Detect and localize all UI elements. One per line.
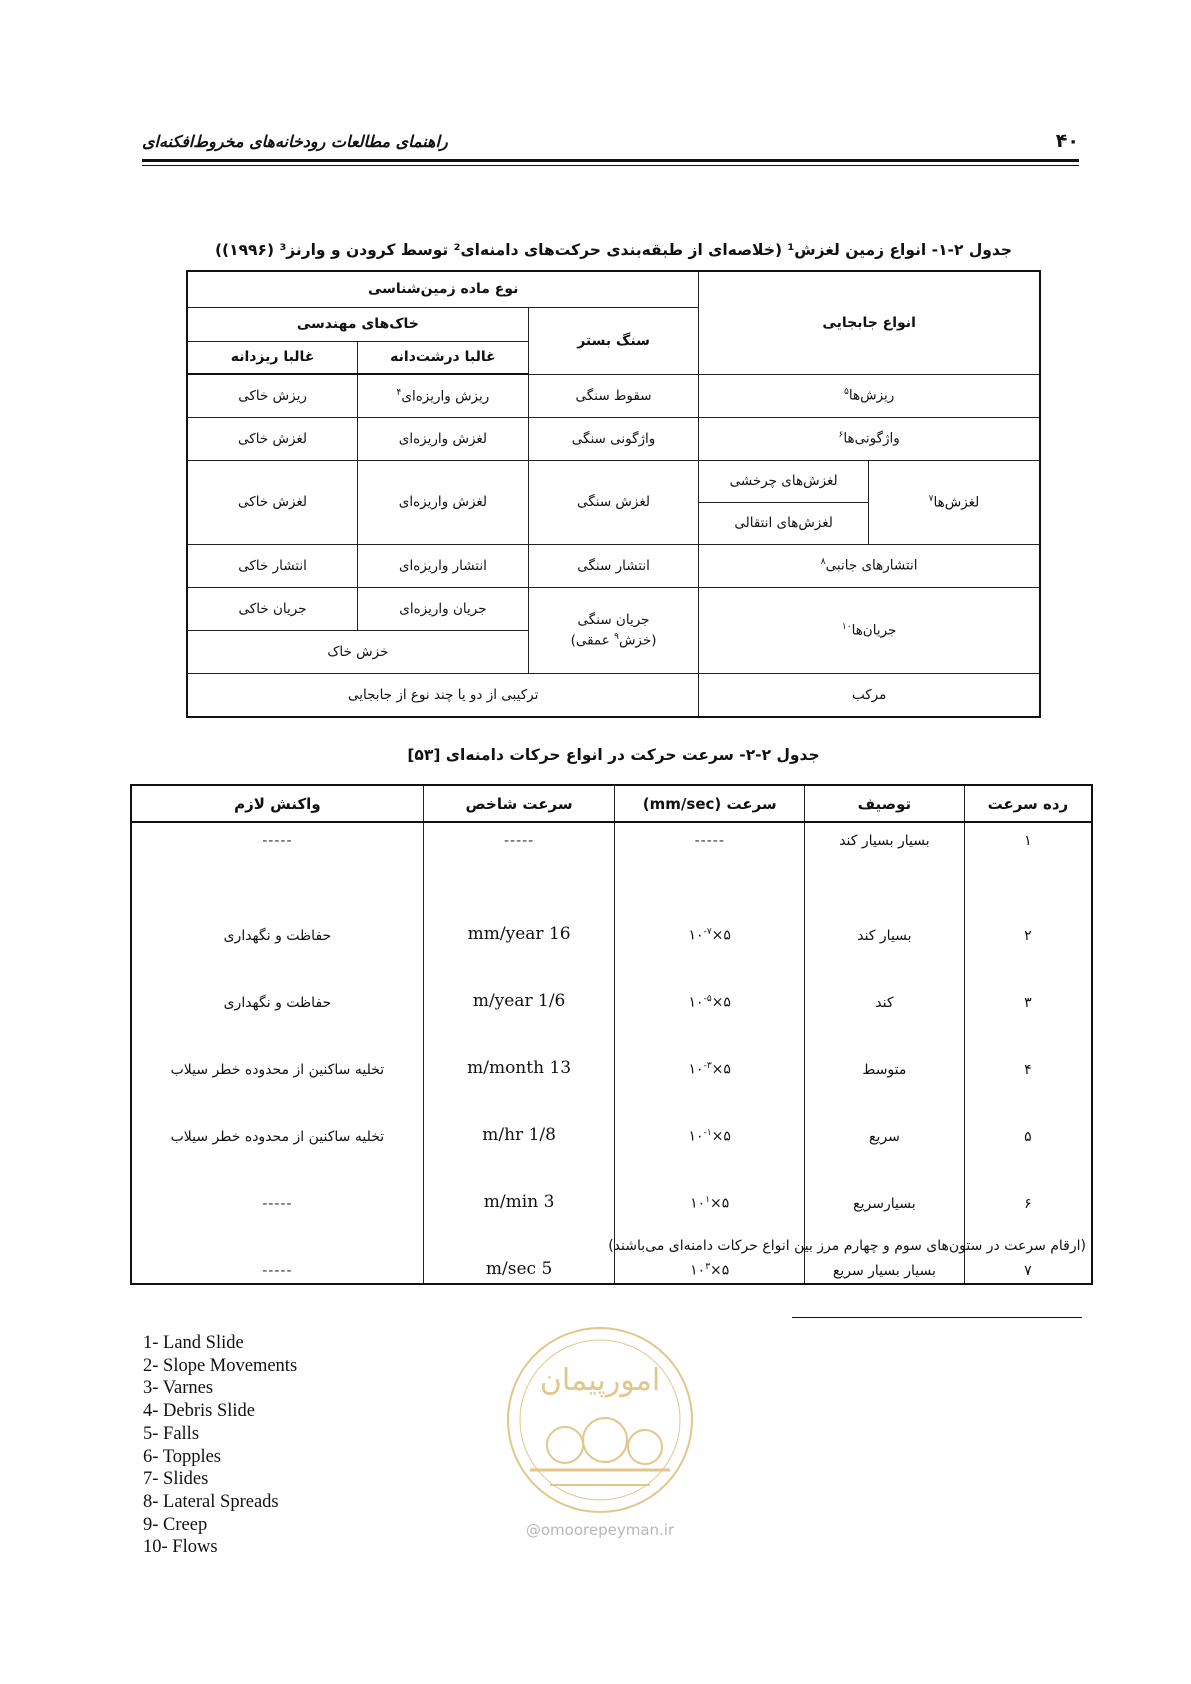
footnote-rule <box>792 1317 1082 1318</box>
cell-speed: $۵\times ۱۰^{-۱}$ <box>615 1082 805 1149</box>
footnote: 3- Varnes <box>143 1378 214 1399</box>
col-speed-mm-sec: سرعت (mm/sec) <box>615 785 805 822</box>
header-fine: غالبا ریزدانه <box>187 341 358 374</box>
row-spreads-fine: انتشار خاکی <box>187 544 358 587</box>
cell-action: ----- <box>131 1149 423 1216</box>
row-flows-coarse: جریان واریزه‌ای <box>358 587 529 630</box>
row-slides-rock: لغزش سنگی <box>528 460 699 544</box>
cell-index: ----- <box>423 822 615 881</box>
watermark-brand: امورپیمان <box>539 1363 661 1398</box>
cell-class: ۶ <box>964 1149 1092 1216</box>
row-falls-type: ریزش‌ها$^۵$ <box>699 374 1040 417</box>
table-row <box>131 881 1092 948</box>
table2-note: (ارقام سرعت در ستون‌های سوم و چهارم مرز بین انواع حرکات دامنه‌ای می‌باشند) <box>608 1238 1086 1254</box>
page-number: ۴۰ <box>1055 130 1079 152</box>
row-spreads-rock: انتشار سنگی <box>528 544 699 587</box>
watermark-logo <box>490 1320 710 1550</box>
row-slides-coarse: لغزش واریزه‌ای <box>358 460 529 544</box>
cell-desc: بسیار کند <box>805 881 965 948</box>
cell-action: ----- <box>131 1216 423 1284</box>
table-row <box>131 1015 1092 1082</box>
col-description: توصیف <box>805 785 965 822</box>
footnotes <box>143 1332 297 1559</box>
footnote: 2- Slope Movements <box>143 1355 298 1376</box>
cell-class: ۷ <box>964 1216 1092 1284</box>
row-slides-type: لغزش‌ها$^۷$ <box>868 460 1040 544</box>
cell-speed: ----- <box>615 822 805 881</box>
landslide-types-table <box>186 270 1041 718</box>
header-rule-thick <box>142 159 1079 162</box>
watermark-url: @omoorepeyman.ir <box>525 1521 675 1539</box>
row-spreads-type: انتشارهای جانبی$^۸$ <box>699 544 1040 587</box>
footnote: 8- Lateral Spreads <box>143 1491 279 1512</box>
row-topples-type: واژگونی‌ها$^۶$ <box>699 417 1040 460</box>
row-complex-type: مرکب <box>699 673 1040 717</box>
cell-desc: بسیارسریع <box>805 1149 965 1216</box>
cell-index: 5 m/sec <box>423 1216 615 1284</box>
cell-action: تخلیه ساکنین از محدوده خطر سیلاب <box>131 1082 423 1149</box>
cell-index: 13 m/month <box>423 1015 615 1082</box>
table1-caption: جدول ۲-۱- انواع زمین لغزش¹ (خلاصه‌ای از طبقه‌بندی حرکت‌های دامنه‌ای² توسط کرودن و وارنز³ (۱۹۹۶)) <box>214 241 1013 259</box>
row-slides-translational: لغزش‌های انتقالی <box>699 502 869 544</box>
table-row <box>131 822 1092 881</box>
cell-index: 16 mm/year <box>423 881 615 948</box>
row-complex-desc: ترکیبی از دو یا چند نوع از جابجایی <box>187 673 699 717</box>
header-rule-thin <box>142 165 1079 166</box>
table-row <box>131 1082 1092 1149</box>
header-bedrock: سنگ بستر <box>528 307 699 374</box>
row-spreads-coarse: انتشار واریزه‌ای <box>358 544 529 587</box>
row-falls-rock: سقوط سنگی <box>528 374 699 417</box>
cell-class: ۵ <box>964 1082 1092 1149</box>
table-row <box>131 1149 1092 1216</box>
footnote: 4- Debris Slide <box>143 1401 256 1422</box>
cell-desc: بسیار بسیار کند <box>805 822 965 881</box>
cell-desc: سریع <box>805 1082 965 1149</box>
row-topples-fine: لغزش خاکی <box>187 417 358 460</box>
header-coarse: غالبا درشت‌دانه <box>358 341 529 374</box>
footnote: 10- Flows <box>143 1537 218 1558</box>
cell-action: حفاظت و نگهداری <box>131 948 423 1015</box>
col-speed-class: رده سرعت <box>964 785 1092 822</box>
row-flows-type: جریان‌ها$^{۱۰}$ <box>699 587 1040 673</box>
cell-action: ----- <box>131 822 423 881</box>
row-flows-fine: جریان خاکی <box>187 587 358 630</box>
table-row <box>131 948 1092 1015</box>
footnote: 5- Falls <box>143 1423 200 1444</box>
cell-class: ۱ <box>964 822 1092 881</box>
row-falls-fine: ریزش خاکی <box>187 374 358 417</box>
footnote: 7- Slides <box>143 1469 209 1490</box>
row-flows-rock: جریان سنگی (خزش$^۹$ عمقی) <box>528 587 699 673</box>
row-slides-fine: لغزش خاکی <box>187 460 358 544</box>
cell-speed: $۵\times ۱۰^{-۳}$ <box>615 1015 805 1082</box>
running-title: راهنمای مطالعات رودخانه‌های مخروط‌افکنه‌ای <box>142 132 448 151</box>
cell-action: تخلیه ساکنین از محدوده خطر سیلاب <box>131 1015 423 1082</box>
row-flows-creep: خزش خاک <box>187 630 528 673</box>
header-movement-types: انواع جابجایی <box>699 271 1040 374</box>
footnote: 9- Creep <box>143 1514 208 1535</box>
row-topples-rock: واژگونی سنگی <box>528 417 699 460</box>
cell-speed: $۵\times ۱۰^۳$ <box>615 1216 805 1284</box>
cell-class: ۲ <box>964 881 1092 948</box>
col-required-action: واکنش لازم <box>131 785 423 822</box>
cell-speed: $۵\times ۱۰^{-۷}$ <box>615 881 805 948</box>
cell-class: ۴ <box>964 1015 1092 1082</box>
footnote: 1- Land Slide <box>143 1333 244 1353</box>
header-material-type: نوع ماده زمین‌شناسی <box>187 271 699 307</box>
cell-index: 3 m/min <box>423 1149 615 1216</box>
cell-speed: $۵\times ۱۰^۱$ <box>615 1149 805 1216</box>
movement-speed-table <box>130 784 1093 1285</box>
watermark-seal-icon <box>490 1320 710 1550</box>
footnote: 6- Topples <box>143 1446 222 1467</box>
table2-caption: جدول ۲-۲- سرعت حرکت در انواع حرکات دامنه‌ای [۵۳] <box>407 746 820 764</box>
cell-class: ۳ <box>964 948 1092 1015</box>
page-header <box>142 128 1079 168</box>
row-topples-coarse: لغزش واریزه‌ای <box>358 417 529 460</box>
header-engineering-soils: خاک‌های مهندسی <box>187 307 528 341</box>
row-falls-coarse: ریزش واریزه‌ای$^۴$ <box>358 374 529 417</box>
row-slides-rotational: لغزش‌های چرخشی <box>699 460 869 502</box>
cell-index: 1/6 m/year <box>423 948 615 1015</box>
cell-desc: کند <box>805 948 965 1015</box>
cell-desc: بسیار بسیار سریع <box>805 1216 965 1284</box>
cell-index: 1/8 m/hr <box>423 1082 615 1149</box>
cell-desc: متوسط <box>805 1015 965 1082</box>
cell-action: حفاظت و نگهداری <box>131 881 423 948</box>
cell-speed: $۵\times ۱۰^{-۵}$ <box>615 948 805 1015</box>
col-index-speed: سرعت شاخص <box>423 785 615 822</box>
